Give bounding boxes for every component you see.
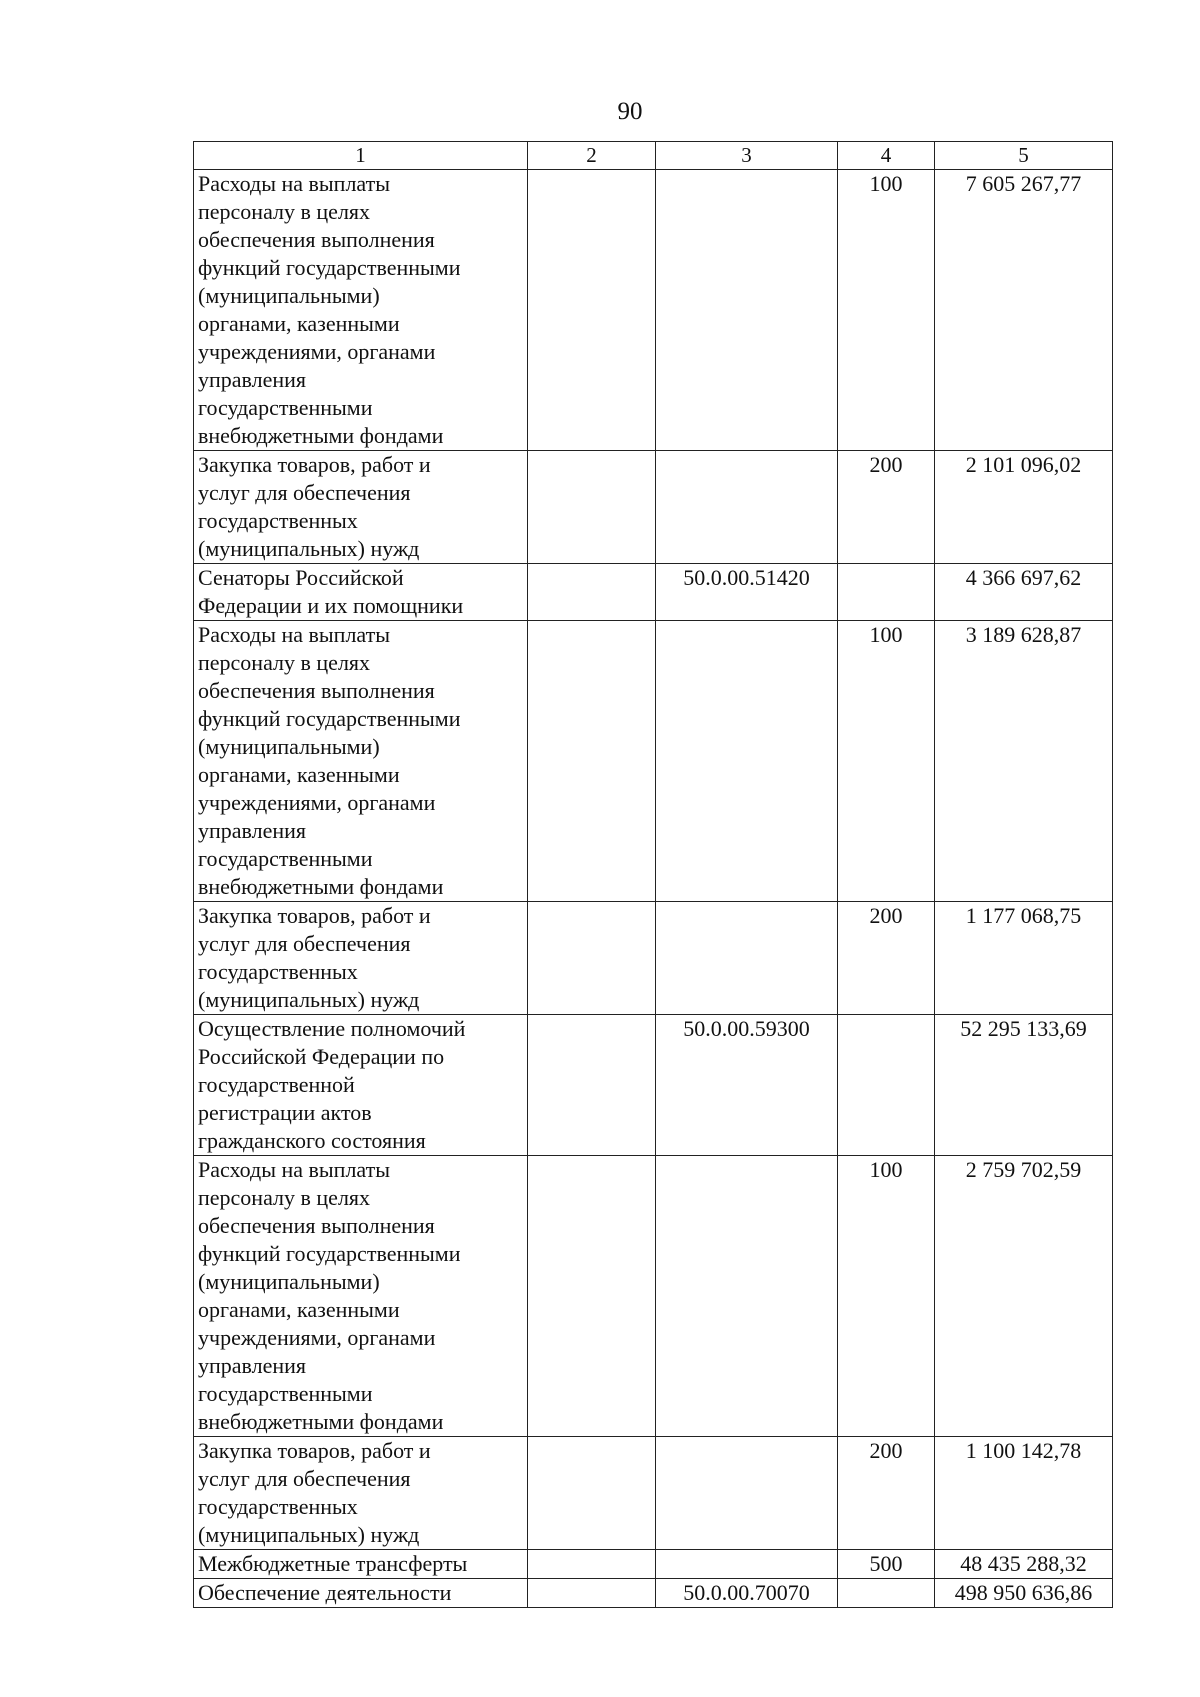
table-row <box>194 1015 1113 1156</box>
row-amount: 52 295 133,69 <box>935 1015 1113 1156</box>
row-expense-type: 100 <box>838 170 935 451</box>
table-row <box>194 170 1113 451</box>
row-label: Расходы на выплаты персоналу в целях обеспечения выполнения функций государственными (муниципальными) органами, казенными учреждениями, органами управления государственными внебюджетными фондами <box>194 1156 528 1437</box>
row-amount: 2 759 702,59 <box>935 1156 1113 1437</box>
row-amount: 2 101 096,02 <box>935 451 1113 564</box>
column-header-2: 2 <box>528 142 656 170</box>
row-label: Расходы на выплаты персоналу в целях обеспечения выполнения функций государственными (муниципальными) органами, казенными учреждениями, органами управления государственными внебюджетными фондами <box>194 621 528 902</box>
row-col-2 <box>528 902 656 1015</box>
row-expense-type <box>838 1015 935 1156</box>
row-expense-type <box>838 564 935 621</box>
row-amount: 1 177 068,75 <box>935 902 1113 1015</box>
row-expense-type: 200 <box>838 1437 935 1550</box>
row-code: 50.0.00.51420 <box>656 564 838 621</box>
row-code <box>656 1156 838 1437</box>
row-expense-type: 100 <box>838 1156 935 1437</box>
column-header-4: 4 <box>838 142 935 170</box>
row-amount: 1 100 142,78 <box>935 1437 1113 1550</box>
row-code <box>656 1550 838 1579</box>
row-expense-type: 500 <box>838 1550 935 1579</box>
row-amount: 4 366 697,62 <box>935 564 1113 621</box>
column-header-5: 5 <box>935 142 1113 170</box>
row-code: 50.0.00.59300 <box>656 1015 838 1156</box>
row-col-2 <box>528 1156 656 1437</box>
row-label: Расходы на выплаты персоналу в целях обеспечения выполнения функций государственными (муниципальными) органами, казенными учреждениями, органами управления государственными внебюджетными фондами <box>194 170 528 451</box>
row-expense-type: 200 <box>838 451 935 564</box>
row-amount: 7 605 267,77 <box>935 170 1113 451</box>
row-expense-type <box>838 1579 935 1608</box>
row-code <box>656 621 838 902</box>
row-amount: 48 435 288,32 <box>935 1550 1113 1579</box>
row-code <box>656 170 838 451</box>
row-col-2 <box>528 170 656 451</box>
row-label: Межбюджетные трансферты <box>194 1550 528 1579</box>
row-label: Закупка товаров, работ и услуг для обеспечения государственных (муниципальных) нужд <box>194 902 528 1015</box>
table-header <box>194 142 1113 170</box>
row-col-2 <box>528 451 656 564</box>
row-amount: 498 950 636,86 <box>935 1579 1113 1608</box>
row-col-2 <box>528 1437 656 1550</box>
row-col-2 <box>528 1550 656 1579</box>
table-row <box>194 1156 1113 1437</box>
row-col-2 <box>528 1579 656 1608</box>
row-amount: 3 189 628,87 <box>935 621 1113 902</box>
row-label: Закупка товаров, работ и услуг для обеспечения государственных (муниципальных) нужд <box>194 451 528 564</box>
row-label: Обеспечение деятельности <box>194 1579 528 1608</box>
row-col-2 <box>528 621 656 902</box>
column-header-1: 1 <box>194 142 528 170</box>
row-expense-type: 100 <box>838 621 935 902</box>
table-row <box>194 1550 1113 1579</box>
row-code <box>656 451 838 564</box>
page-number: 90 <box>617 98 643 125</box>
row-col-2 <box>528 1015 656 1156</box>
table-row <box>194 621 1113 902</box>
row-label: Сенаторы Российской Федерации и их помощники <box>194 564 528 621</box>
row-label: Осуществление полномочий Российской Федерации по государственной регистрации актов гражданского состояния <box>194 1015 528 1156</box>
table-row <box>194 1437 1113 1550</box>
header-row <box>194 142 1113 170</box>
table-row <box>194 1579 1113 1608</box>
row-code: 50.0.00.70070 <box>656 1579 838 1608</box>
table-row <box>194 564 1113 621</box>
column-header-3: 3 <box>656 142 838 170</box>
budget-table <box>193 141 1113 1608</box>
table-body <box>194 170 1113 1608</box>
row-code <box>656 902 838 1015</box>
table-row <box>194 902 1113 1015</box>
row-code <box>656 1437 838 1550</box>
row-expense-type: 200 <box>838 902 935 1015</box>
row-label: Закупка товаров, работ и услуг для обеспечения государственных (муниципальных) нужд <box>194 1437 528 1550</box>
table-row <box>194 451 1113 564</box>
row-col-2 <box>528 564 656 621</box>
